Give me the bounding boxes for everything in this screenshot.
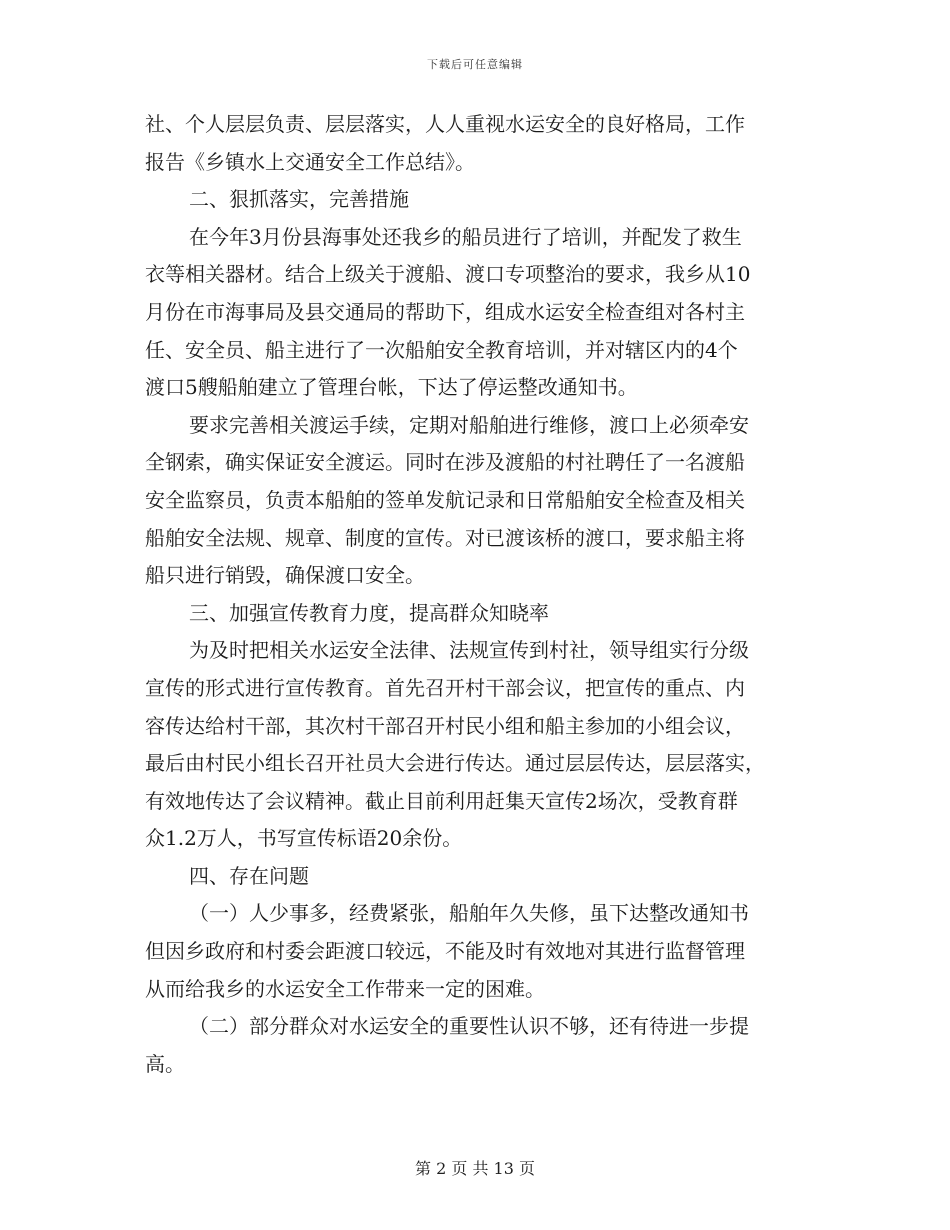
text-line: 从而给我乡的水运安全工作带来一定的困难。	[145, 976, 545, 1001]
document-body	[145, 106, 807, 1083]
text-line: 报告《乡镇水上交通安全工作总结》。	[145, 149, 475, 174]
text-line: 安全监察员，负责本船舶的签单发航记录和日常船舶安全检查及相关	[145, 487, 745, 512]
text-line: 有效地传达了会议精神。截止目前利用赶集天宣传2场次，受教育群	[145, 788, 738, 813]
page-number: 第 2 页 共 13 页	[415, 1159, 535, 1178]
text-line: （二）部分群众对水运安全的重要性认识不够，还有待进一步提	[189, 1014, 749, 1039]
text-line: 为及时把相关水运安全法律、法规宣传到村社，领导组实行分级	[189, 638, 749, 663]
text-line: 在今年3月份县海事处还我乡的船员进行了培训，并配发了救生	[189, 224, 742, 249]
text-line: 衣等相关器材。结合上级关于渡船、渡口专项整治的要求，我乡从10	[145, 262, 751, 287]
text-line: 容传达给村干部，其次村干部召开村民小组和船主参加的小组会议，	[145, 713, 745, 738]
text-line: 众1.2万人，书写宣传标语20余份。	[145, 826, 463, 851]
text-line: 高。	[145, 1051, 185, 1076]
page-header: 下载后可任意编辑	[427, 58, 523, 71]
text-line: 全钢索，确实保证安全渡运。同时在涉及渡船的村社聘任了一名渡船	[145, 450, 745, 475]
section-heading: 三、加强宣传教育力度，提高群众知晓率	[189, 600, 549, 625]
text-line: 宣传的形式进行宣传教育。首先召开村干部会议，把宣传的重点、内	[145, 675, 745, 700]
text-line: 社、个人层层负责、层层落实，人人重视水运安全的良好格局，工作	[145, 112, 745, 136]
text-line: （一）人少事多，经费紧张，船舶年久失修，虽下达整改通知书	[189, 901, 749, 926]
text-line: 但因乡政府和村委会距渡口较远，不能及时有效地对其进行监督管理	[145, 939, 745, 964]
text-line: 渡口5艘船舶建立了管理台帐，下达了停运整改通知书。	[145, 375, 638, 400]
text-line: 船只进行销毁，确保渡口安全。	[145, 563, 425, 588]
section-heading: 四、存在问题	[189, 863, 309, 888]
text-line: 任、安全员、船主进行了一次船舶安全教育培训，并对辖区内的4个	[145, 337, 738, 362]
text-line: 月份在市海事局及县交通局的帮助下，组成水运安全检查组对各村主	[145, 299, 745, 324]
text-line: 要求完善相关渡运手续，定期对船舶进行维修，渡口上必须牵安	[189, 412, 749, 437]
section-heading: 二、狠抓落实，完善措施	[189, 187, 409, 212]
text-line: 船舶安全法规、规章、制度的宣传。对已渡该桥的渡口，要求船主将	[145, 525, 745, 550]
text-line: 最后由村民小组长召开社员大会进行传达。通过层层传达，层层落实，	[145, 751, 765, 776]
